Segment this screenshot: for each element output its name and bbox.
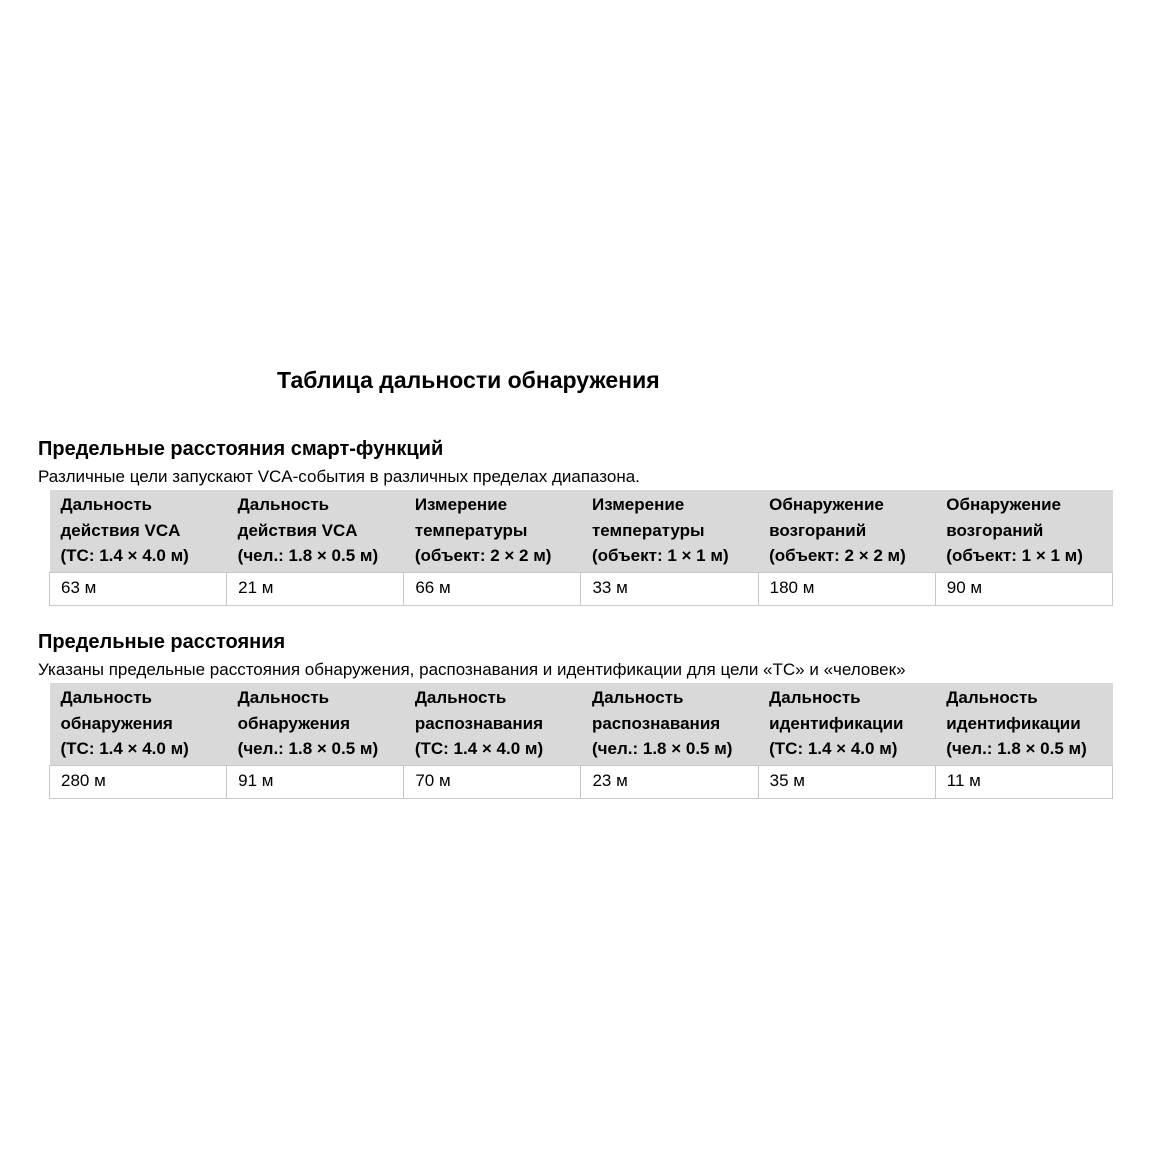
header-cell-vca-vehicle: Дальность действия VCA (ТС: 1.4 × 4.0 м) [50,490,227,572]
value-cell: 180 м [758,572,935,605]
header-cell-vca-human: Дальность действия VCA (чел.: 1.8 × 0.5 м) [227,490,404,572]
value-cell: 21 м [227,572,404,605]
header-cell-detection-vehicle: Дальность обнаружения (ТС: 1.4 × 4.0 м) [50,683,227,765]
header-cell-recognition-human: Дальность распознавания (чел.: 1.8 × 0.5 м) [581,683,758,765]
value-cell: 23 м [581,765,758,798]
header-cell-temp-1x1: Измерение температуры (объект: 1 × 1 м) [581,490,758,572]
table-row [50,765,1113,798]
value-cell: 91 м [227,765,404,798]
header-cell-temp-2x2: Измерение температуры (объект: 2 × 2 м) [404,490,581,572]
value-cell: 66 м [404,572,581,605]
smart-functions-description: Различные цели запускают VCA-события в различных пределах диапазона. [38,467,640,486]
value-cell: 35 м [758,765,935,798]
table-row [50,572,1113,605]
limit-distances-description: Указаны предельные расстояния обнаружения, распознавания и идентификации для цели «ТС» и «человек» [38,660,906,679]
value-cell: 63 м [50,572,227,605]
value-cell: 11 м [935,765,1112,798]
smart-functions-section [38,434,1114,606]
header-cell-detection-human: Дальность обнаружения (чел.: 1.8 × 0.5 м) [227,683,404,765]
header-cell-identification-vehicle: Дальность идентификации (ТС: 1.4 × 4.0 м) [758,683,935,765]
limit-distances-table [49,683,1113,799]
header-cell-fire-2x2: Обнаружение возгораний (объект: 2 × 2 м) [758,490,935,572]
header-cell-identification-human: Дальность идентификации (чел.: 1.8 × 0.5 м) [935,683,1112,765]
table-header-row [50,683,1113,765]
value-cell: 280 м [50,765,227,798]
limit-distances-heading: Предельные расстояния [38,631,286,653]
value-cell: 33 м [581,572,758,605]
table-header-row [50,490,1113,572]
limit-distances-section [38,627,1114,799]
value-cell: 90 м [935,572,1112,605]
smart-functions-table [49,490,1113,606]
value-cell: 70 м [404,765,581,798]
header-cell-fire-1x1: Обнаружение возгораний (объект: 1 × 1 м) [935,490,1112,572]
header-cell-recognition-vehicle: Дальность распознавания (ТС: 1.4 × 4.0 м) [404,683,581,765]
smart-functions-heading: Предельные расстояния смарт-функций [38,438,444,460]
document-title: Таблица дальности обнаружения [277,367,660,393]
